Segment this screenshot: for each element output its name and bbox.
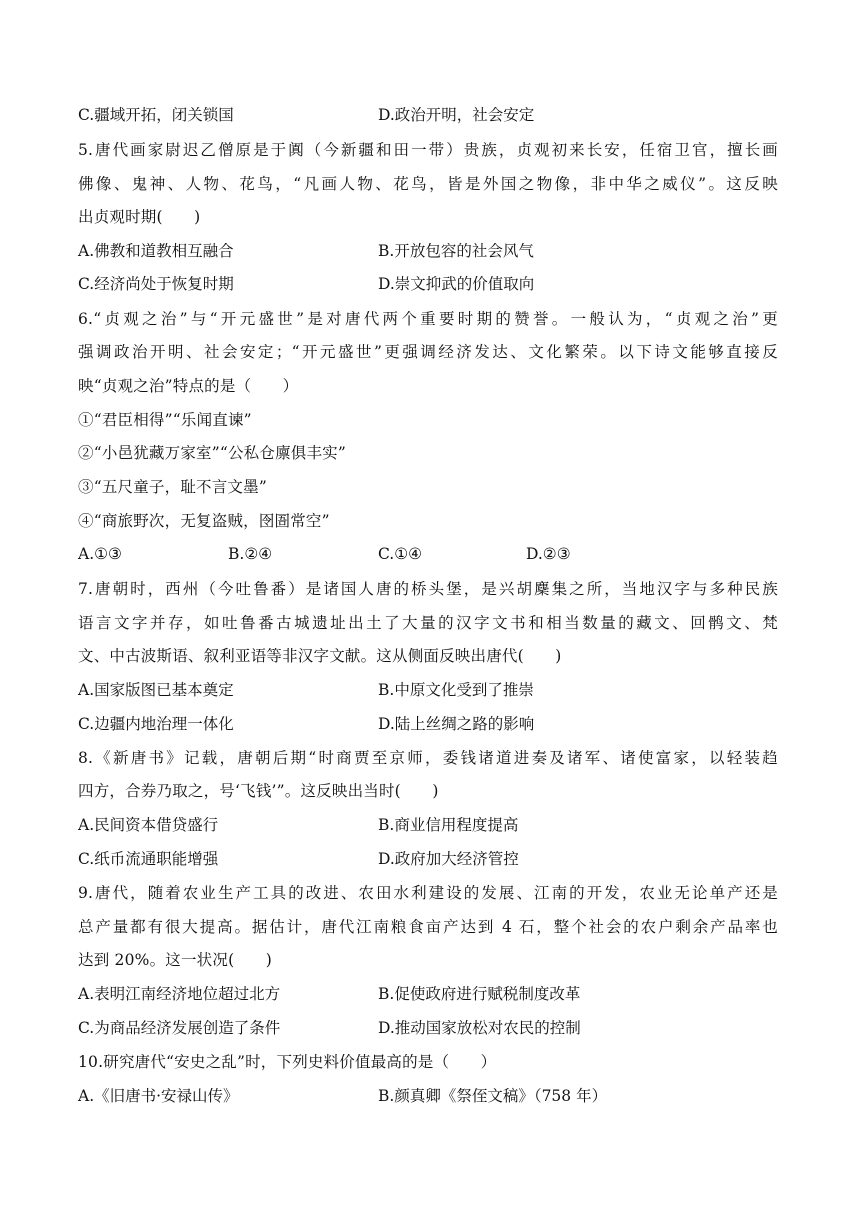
q8-stem-line-1: 8.《新唐书》记载，唐朝后期“时商贾至京师，委钱诸道进奏及诸军、诸使富家，以轻装趋 <box>78 749 778 767</box>
q5-option-d: D.崇文抑武的价值取向 <box>378 275 535 293</box>
q6-item-2: ②“小邑犹藏万家室”“公私仓廪俱丰实” <box>78 444 346 462</box>
q6-stem-line-3: 映“贞观之治”特点的是（ ） <box>78 377 299 395</box>
q9-option-b: B.促使政府进行赋税制度改革 <box>378 985 581 1003</box>
q10-option-b: B.颜真卿《祭侄文稿》（758 年） <box>378 1087 608 1105</box>
q8-stem-line-2: 四方，合券乃取之，号‘飞钱’”。这反映出当时( ) <box>78 782 439 800</box>
q5-stem-line-1: 5.唐代画家尉迟乙僧原是于阗（今新疆和田一带）贵族，贞观初来长安，任宿卫官，擅长画 <box>78 141 778 159</box>
q6-option-d: D.②③ <box>526 545 571 563</box>
q5-stem-line-2: 佛像、鬼神、人物、花鸟，“凡画人物、花鸟，皆是外国之物像，非中华之威仪”。这反映 <box>78 175 778 193</box>
q6-stem-line-1: 6.“贞观之治”与“开元盛世”是对唐代两个重要时期的赞誉。一般认为，“贞观之治”更 <box>78 310 778 328</box>
q8-option-a: A.民间资本借贷盛行 <box>78 816 219 834</box>
q9-stem-line-1: 9.唐代，随着农业生产工具的改进、农田水利建设的发展、江南的开发，农业无论单产还是 <box>78 884 778 902</box>
q9-option-d: D.推动国家放松对农民的控制 <box>378 1019 581 1037</box>
q6-option-b: B.②④ <box>228 545 273 563</box>
q10-stem-line-1: 10.研究唐代“安史之乱”时，下列史料价值最高的是（ ） <box>78 1053 497 1071</box>
q4-option-c: C.疆域开拓，闭关锁国 <box>78 106 234 124</box>
q9-stem-line-3: 达到 20%。这一状况( ) <box>78 951 272 969</box>
q10-option-a: A.《旧唐书·安禄山传》 <box>78 1087 239 1105</box>
q5-option-a: A.佛教和道教相互融合 <box>78 242 234 260</box>
q5-stem-line-3: 出贞观时期( ) <box>78 208 201 226</box>
q7-stem-line-3: 文、中古波斯语、叙利亚语等非汉字文献。这从侧面反映出唐代( ) <box>78 647 562 665</box>
q6-option-a: A.①③ <box>78 545 122 563</box>
q9-option-a: A.表明江南经济地位超过北方 <box>78 985 281 1003</box>
q8-option-c: C.纸币流通职能增强 <box>78 850 219 868</box>
q8-option-d: D.政府加大经济管控 <box>378 850 519 868</box>
q5-option-b: B.开放包容的社会风气 <box>378 242 534 260</box>
q7-option-c: C.边疆内地治理一体化 <box>78 715 234 733</box>
q6-item-4: ④“商旅野次，无复盗贼，囹圄常空” <box>78 512 330 530</box>
q7-option-b: B.中原文化受到了推崇 <box>378 681 534 699</box>
q4-option-d: D.政治开明，社会安定 <box>378 106 535 124</box>
q9-option-c: C.为商品经济发展创造了条件 <box>78 1019 281 1037</box>
q6-item-3: ③“五尺童子，耻不言文墨” <box>78 478 267 496</box>
q9-stem-line-2: 总产量都有很大提高。据估计，唐代江南粮食亩产达到 4 石，整个社会的农户剩余产品率也 <box>78 918 778 936</box>
q7-option-d: D.陆上丝绸之路的影响 <box>378 715 535 733</box>
q6-option-c: C.①④ <box>378 545 423 563</box>
q7-stem-line-1: 7.唐朝时，西州（今吐鲁番）是诸国人唐的桥头堡，是兴胡麇集之所，当地汉字与多种民族 <box>78 580 778 598</box>
q6-stem-line-2: 强调政治开明、社会安定；“开元盛世”更强调经济发达、文化繁荣。以下诗文能够直接反 <box>78 343 778 361</box>
q7-stem-line-2: 语言文字并存，如吐鲁番古城遗址出土了大量的汉字文书和相当数量的藏文、回鹘文、梵 <box>78 614 778 632</box>
q7-option-a: A.国家版图已基本奠定 <box>78 681 234 699</box>
q5-option-c: C.经济尚处于恢复时期 <box>78 275 234 293</box>
q6-item-1: ①“君臣相得”“乐闻直谏” <box>78 411 252 429</box>
q8-option-b: B.商业信用程度提高 <box>378 816 519 834</box>
